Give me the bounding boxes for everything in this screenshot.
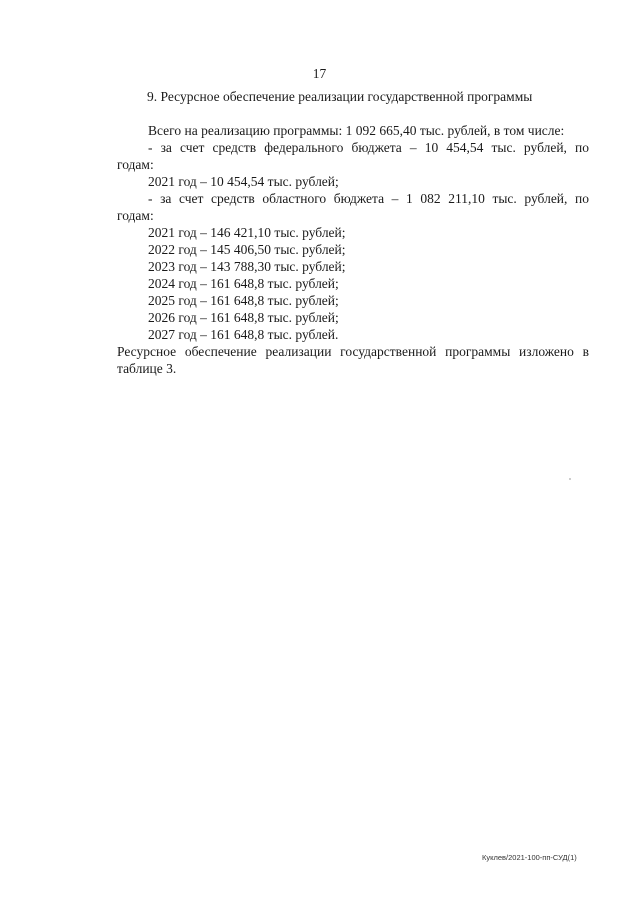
scan-speck [569,478,571,480]
total-funding-line: Всего на реализацию программы: 1 092 665,40 тыс. рублей, в том числе: [148,123,565,138]
footer-document-code: Куклев/2021-100-пп-СУД(1) [482,853,577,862]
page-number: 17 [312,66,327,81]
regional-by-years-label: годам: [117,208,154,223]
body-text [117,122,589,377]
regional-year-item: 2024 год – 161 648,8 тыс. рублей; [148,276,339,291]
closing-paragraph-end: таблице 3. [117,361,177,376]
regional-year-item: 2027 год – 161 648,8 тыс. рублей. [148,327,339,342]
federal-year-item: 2021 год – 10 454,54 тыс. рублей; [148,174,339,189]
regional-year-item: 2023 год – 143 788,30 тыс. рублей; [148,259,346,274]
closing-paragraph-line: Ресурсное обеспечение реализации государственной программы изложено в [117,344,589,359]
regional-funding-line: - за счет средств областного бюджета – 1 082 211,10 тыс. рублей, по [148,191,589,206]
regional-year-item: 2025 год – 161 648,8 тыс. рублей; [148,293,339,308]
section-heading: 9. Ресурсное обеспечение реализации государственной программы [147,89,533,104]
federal-by-years-label: годам: [117,157,154,172]
regional-year-item: 2022 год – 145 406,50 тыс. рублей; [148,242,346,257]
regional-year-item: 2026 год – 161 648,8 тыс. рублей; [148,310,339,325]
regional-year-item: 2021 год – 146 421,10 тыс. рублей; [148,225,346,240]
federal-funding-line: - за счет средств федерального бюджета – 10 454,54 тыс. рублей, по [148,140,589,155]
